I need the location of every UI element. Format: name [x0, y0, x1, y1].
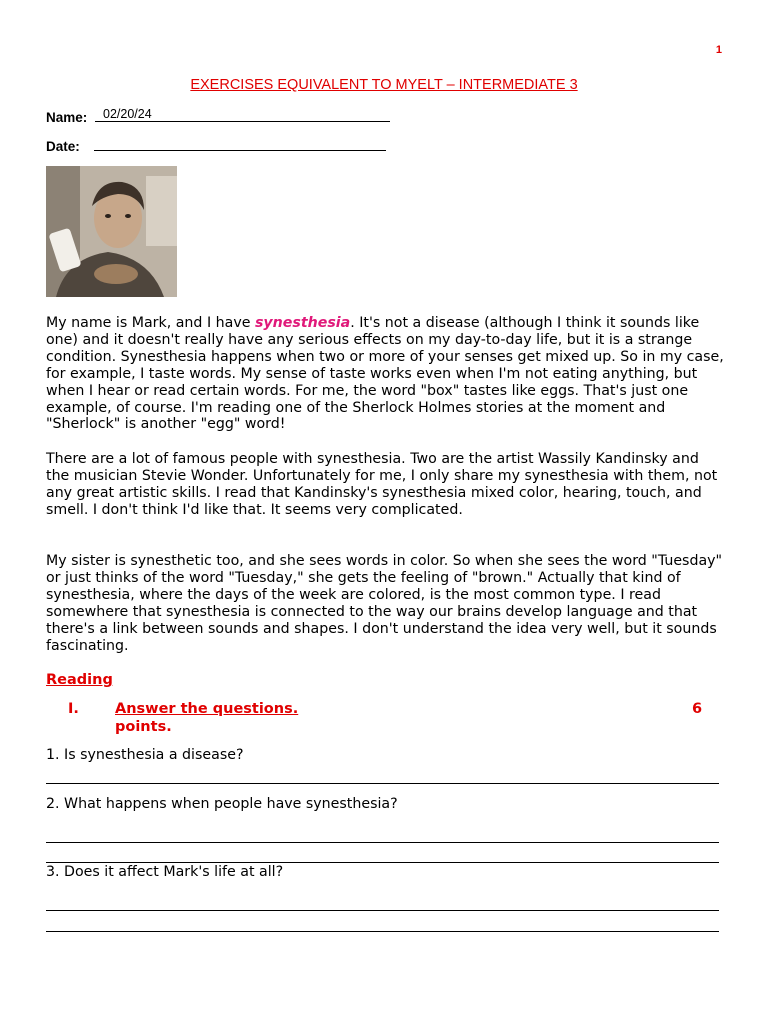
date-label: Date: [46, 139, 80, 154]
emphasized-word: synesthesia [254, 315, 351, 331]
paragraph-1-rest: . It's not a disease (although I think it sounds like one) and it doesn't really have any serious effects on my day-to-day life, but it is a strange condition. Synesthesia happens when two or more of your senses get mixed up. So in my case, for example, I taste words. My sense of taste works even when I'm not eating anything, but when I hear or read certain words. For me, the word "box" tastes like eggs. That's just one example, of course. I'm reading one of the Sherlock Holmes stories at the moment and "Sherlock" is another "egg" word! [46, 315, 724, 433]
answer-line[interactable] [46, 862, 719, 863]
portrait-photo [46, 166, 177, 297]
section-heading: Reading [46, 672, 113, 688]
paragraph-3: My sister is synesthetic too, and she sees words in color. So when she sees the word "Tuesday" or just thinks of the word "Tuesday," she gets the feeling of "brown." Actually that kind of synesthesia, where the days of the week are colored, is the most common type. I read somewhere that synesthesia is connected to the way our brains develop language and that there's a link between sounds and shapes. I don't understand the idea very well, but it sounds fascinating. [46, 553, 723, 654]
question-3: 3. Does it affect Mark's life at all? [46, 864, 284, 880]
exercise-points-number: 6 [692, 701, 703, 717]
answer-line[interactable] [46, 931, 719, 932]
paragraph-2: There are a lot of famous people with synesthesia. Two are the artist Wassily Kandinsky and the musician Stevie Wonder. Unfortunately for me, I only share my synesthesia with them, not any great artistic skills. I read that Kandinsky's synesthesia mixed color, hearing, touch, and smell. I don't think I'd like that. It seems very complicated. [46, 451, 718, 518]
answer-line[interactable] [46, 842, 719, 843]
exercise-points-word: points. [115, 719, 172, 735]
page-number: 1 [715, 44, 722, 56]
exercise-instruction: Answer the questions. [115, 701, 299, 717]
name-value: 02/20/24 [103, 107, 152, 121]
name-label: Name: [46, 110, 88, 125]
paragraph-1 [46, 315, 726, 433]
question-2: 2. What happens when people have synesthesia? [46, 796, 398, 812]
question-1: 1. Is synesthesia a disease? [46, 747, 244, 763]
date-line[interactable] [94, 138, 386, 151]
exercise-number: I. [68, 701, 79, 717]
answer-line[interactable] [46, 910, 719, 911]
answer-line[interactable] [46, 783, 719, 784]
name-line[interactable] [95, 109, 390, 122]
name-field [46, 109, 390, 125]
paragraph-1-start: My name is Mark, and I have [46, 315, 255, 331]
date-field [46, 138, 386, 154]
page-title: EXERCISES EQUIVALENT TO MYELT – INTERMEDIATE 3 [190, 77, 578, 93]
